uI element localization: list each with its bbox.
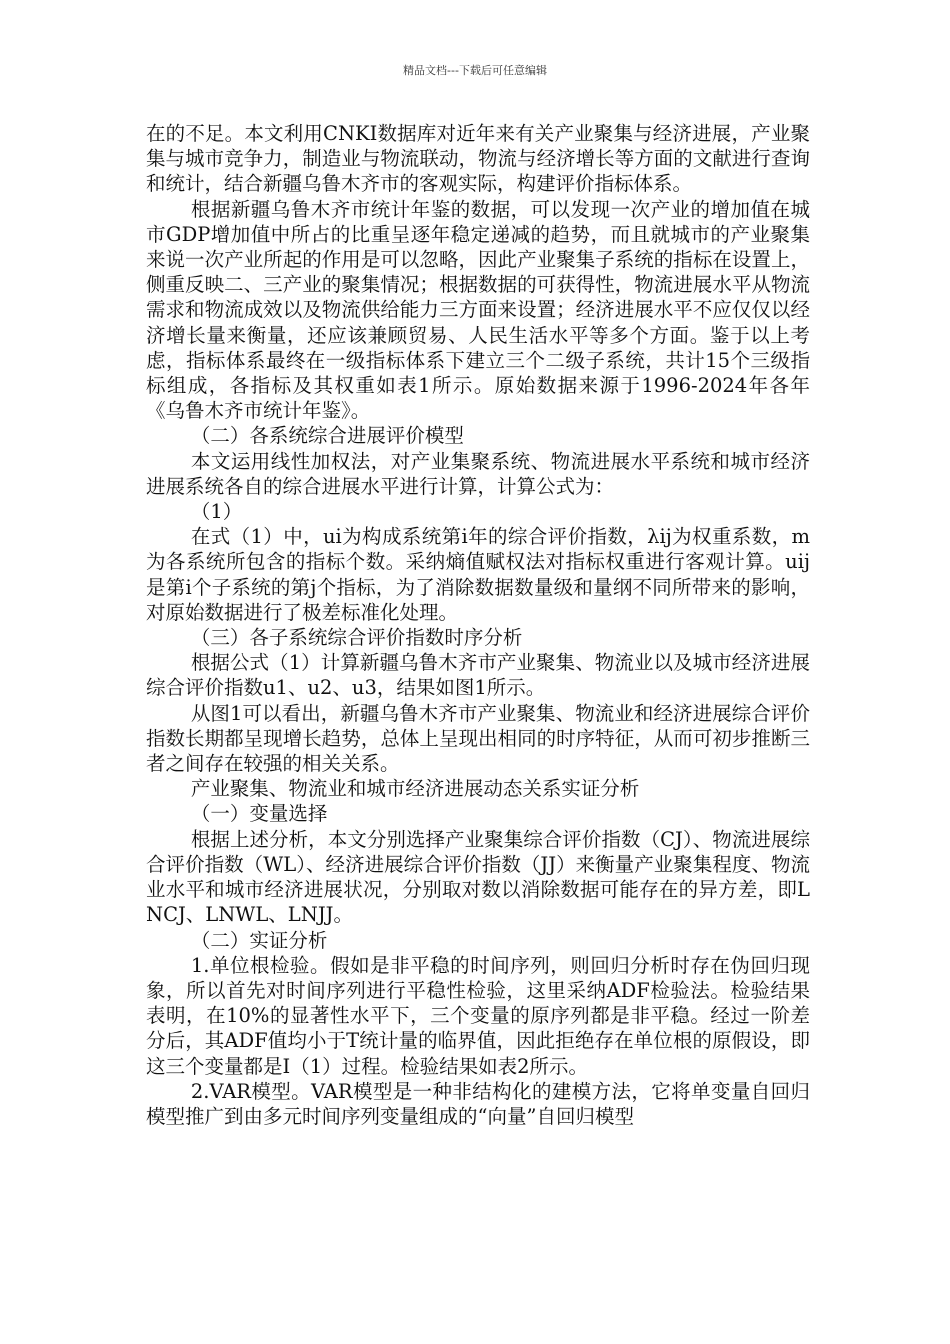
paragraph: 根据公式（1）计算新疆乌鲁木齐市产业聚集、物流业以及城市经济进展综合评价指数u1、u2、u3，结果如图1所示。 — [146, 651, 810, 700]
page-header: 精品文档---下载后可任意编辑 — [403, 64, 547, 77]
document-body — [146, 121, 810, 1129]
paragraph: 根据上述分析，本文分别选择产业聚集综合评价指数（CJ）、物流进展综合评价指数（WL）、经济进展综合评价指数（JJ）来衡量产业聚集程度、物流业水平和城市经济进展状况，分别取对数以消除数据可能存在的异方差，即LNCJ、LNWL、LNJJ。 — [146, 827, 810, 927]
paragraph: 本文运用线性加权法，对产业集聚系统、物流进展水平系统和城市经济进展系统各自的综合进展水平进行计算，计算公式为： — [146, 449, 810, 498]
section-heading: （三）各子系统综合评价指数时序分析 — [190, 626, 523, 650]
formula-label: （1） — [190, 500, 243, 524]
paragraph: 从图1可以看出，新疆乌鲁木齐市产业聚集、物流业和经济进展综合评价指数长期都呈现增长趋势，总体上呈现出相同的时序特征，从而可初步推断三者之间存在较强的相关关系。 — [146, 701, 810, 776]
section-heading: 产业聚集、物流业和城市经济进展动态关系实证分析 — [190, 777, 640, 801]
paragraph: 1.单位根检验。假如是非平稳的时间序列，则回归分析时存在伪回归现象，所以首先对时间序列进行平稳性检验，这里采纳ADF检验法。检验结果表明，在10%的显著性水平下，三个变量的原序列都是非平稳。经过一阶差分后，其ADF值均小于T统计量的临界值，因此拒绝存在单位根的原假设，即这三个变量都是I（1）过程。检验结果如表2所示。 — [146, 953, 810, 1078]
section-heading: （一）变量选择 — [190, 802, 328, 826]
section-heading: （二）实证分析 — [190, 928, 328, 952]
section-heading: （二）各系统综合进展评价模型 — [190, 424, 464, 448]
paragraph: 在式（1）中，ui为构成系统第i年的综合评价指数，λij为权重系数，m为各系统所包含的指标个数。采纳熵值赋权法对指标权重进行客观计算。uij是第i个子系统的第j个指标，为了消除数据数量级和量纲不同所带来的影响，对原始数据进行了极差标准化处理。 — [146, 525, 810, 624]
paragraph: 2.VAR模型。VAR模型是一种非结构化的建模方法，它将单变量自回归模型推广到由多元时间序列变量组成的“向量”自回归模型 — [146, 1079, 810, 1128]
paragraph: 根据新疆乌鲁木齐市统计年鉴的数据，可以发现一次产业的增加值在城市GDP增加值中所占的比重呈逐年稳定递减的趋势，而且就城市的产业聚集来说一次产业所起的作用是可以忽略，因此产业聚集子系统的指标在设置上，侧重反映二、三产业的聚集情况；根据数据的可获得性，物流进展水平从物流需求和物流成效以及物流供给能力三方面来设置；经济进展水平不应仅仅以经济增长量来衡量，还应该兼顾贸易、人民生活水平等多个方面。鉴于以上考虑，指标体系最终在一级指标体系下建立三个二级子系统，共计15个三级指标组成，各指标及其权重如表1所示。原始数据来源于1996-2024年各年《乌鲁木齐市统计年鉴》。 — [146, 197, 810, 423]
paragraph: 在的不足。本文利用CNKI数据库对近年来有关产业聚集与经济进展，产业聚集与城市竞争力，制造业与物流联动，物流与经济增长等方面的文献进行查询和统计，结合新疆乌鲁木齐市的客观实际，构建评价指标体系。 — [146, 122, 810, 196]
